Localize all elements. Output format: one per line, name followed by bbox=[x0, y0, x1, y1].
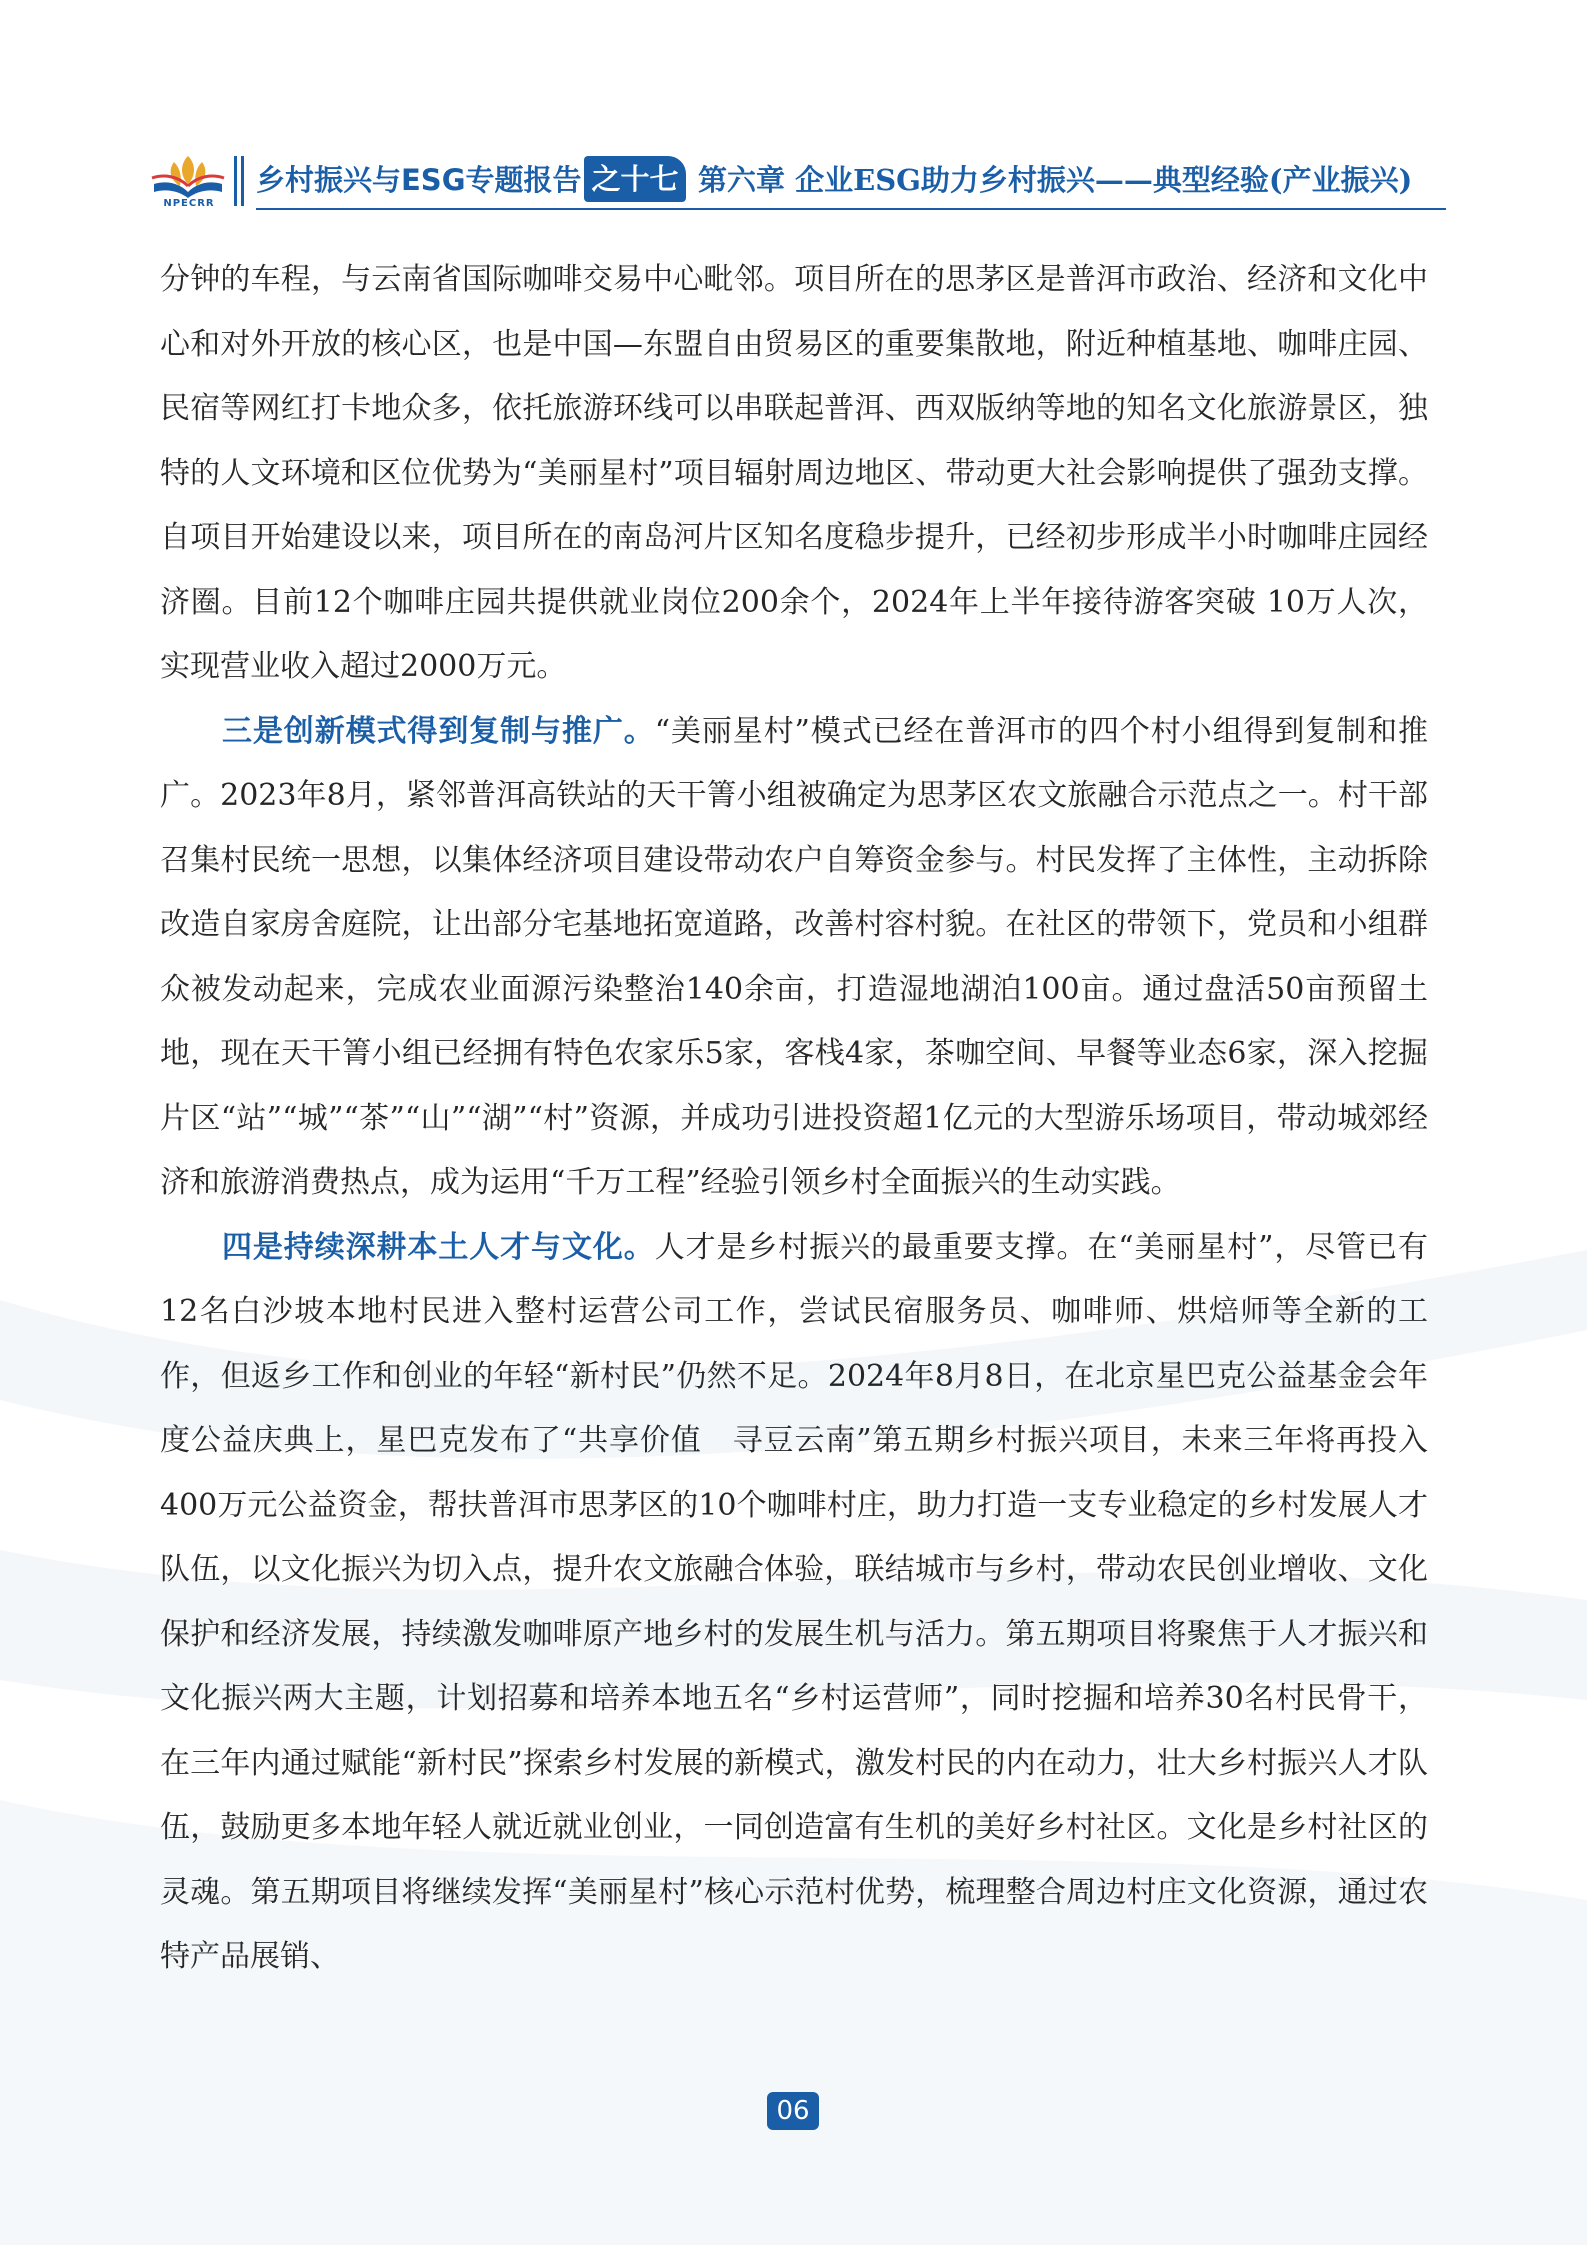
logo bbox=[150, 150, 226, 212]
series-number-badge: 之十七 bbox=[584, 156, 686, 202]
paragraph-2-text: “美丽星村”模式已经在普洱市的四个村小组得到复制和推广。2023年8月，紧邻普洱高铁站的天干箐小组被确定为思茅区农文旅融合示范点之一。村干部召集村民统一思想，以集体经济项目建设带动农户自筹资金参与。村民发挥了主体性，主动拆除改造自家房舍庭院，让出部分宅基地拓宽道路，改善村容村貌。在社区的带领下，党员和小组群众被发动起来，完成农业面源污染整治140余亩，打造湿地湖泊100亩。通过盘活50亩预留土地，现在天干箐小组已经拥有特色农家乐5家，客栈4家，茶咖空间、早餐等业态6家，深入挖掘片区“站”“城”“茶”“山”“湖”“村”资源，并成功引进投资超1亿元的大型游乐场项目，带动城郊经济和旅游消费热点，成为运用“千万工程”经验引领乡村全面振兴的生动实践。 bbox=[160, 713, 1428, 1200]
paragraph-2 bbox=[160, 700, 1428, 1216]
paragraph-3-heading: 四是持续深耕本土人才与文化。 bbox=[222, 1229, 655, 1265]
logo-text: NPECRR bbox=[163, 198, 215, 209]
wheat-book-logo-icon bbox=[150, 150, 226, 200]
header-underline bbox=[256, 208, 1446, 210]
series-title: 乡村振兴与ESG专题报告 bbox=[256, 163, 582, 197]
paragraph-1: 分钟的车程，与云南省国际咖啡交易中心毗邻。项目所在的思茅区是普洱市政治、经济和文化中心和对外开放的核心区，也是中国—东盟自由贸易区的重要集散地，附近种植基地、咖啡庄园、民宿等网红打卡地众多，依托旅游环线可以串联起普洱、西双版纳等地的知名文化旅游景区，独特的人文环境和区位优势为“美丽星村”项目辐射周边地区、带动更大社会影响提供了强劲支撑。自项目开始建设以来，项目所在的南岛河片区知名度稳步提升，已经初步形成半小时咖啡庄园经济圈。目前12个咖啡庄园共提供就业岗位200余个，2024年上半年接待游客突破 10万人次，实现营业收入超过2000万元。 bbox=[160, 262, 1428, 684]
article-body bbox=[160, 248, 1428, 1990]
page-number: 06 bbox=[767, 2092, 819, 2130]
paragraph-3-text: 人才是乡村振兴的最重要支撑。在“美丽星村”，尽管已有12名白沙坡本地村民进入整村运营公司工作，尝试民宿服务员、咖啡师、烘焙师等全新的工作，但返乡工作和创业的年轻“新村民”仍然不足。2024年8月8日，在北京星巴克公益基金会年度公益庆典上，星巴克发布了“共享价值 寻豆云南”第五期乡村振兴项目，未来三年将再投入400万元公益资金，帮扶普洱市思茅区的10个咖啡村庄，助力打造一支专业稳定的乡村发展人才队伍，以文化振兴为切入点，提升农文旅融合体验，联结城市与乡村，带动农民创业增收、文化保护和经济发展，持续激发咖啡原产地乡村的发展生机与活力。第五期项目将聚焦于人才振兴和文化振兴两大主题，计划招募和培养本地五名“乡村运营师”，同时挖掘和培养30名村民骨干，在三年内通过赋能“新村民”探索乡村发展的新模式，激发村民的内在动力，壮大乡村振兴人才队伍，鼓励更多本地年轻人就近就业创业，一同创造富有生机的美好乡村社区。文化是乡村社区的灵魂。第五期项目将继续发挥“美丽星村”核心示范村优势，梳理整合周边村庄文化资源，通过农特产品展销、 bbox=[160, 1229, 1428, 1974]
chapter-title: 第六章 企业ESG助力乡村振兴——典型经验(产业振兴) bbox=[698, 163, 1413, 197]
paragraph-2-heading: 三是创新模式得到复制与推广。 bbox=[222, 713, 655, 749]
page-header bbox=[150, 150, 1450, 212]
header-divider-bars bbox=[234, 156, 244, 206]
paragraph-3 bbox=[160, 1216, 1428, 1990]
